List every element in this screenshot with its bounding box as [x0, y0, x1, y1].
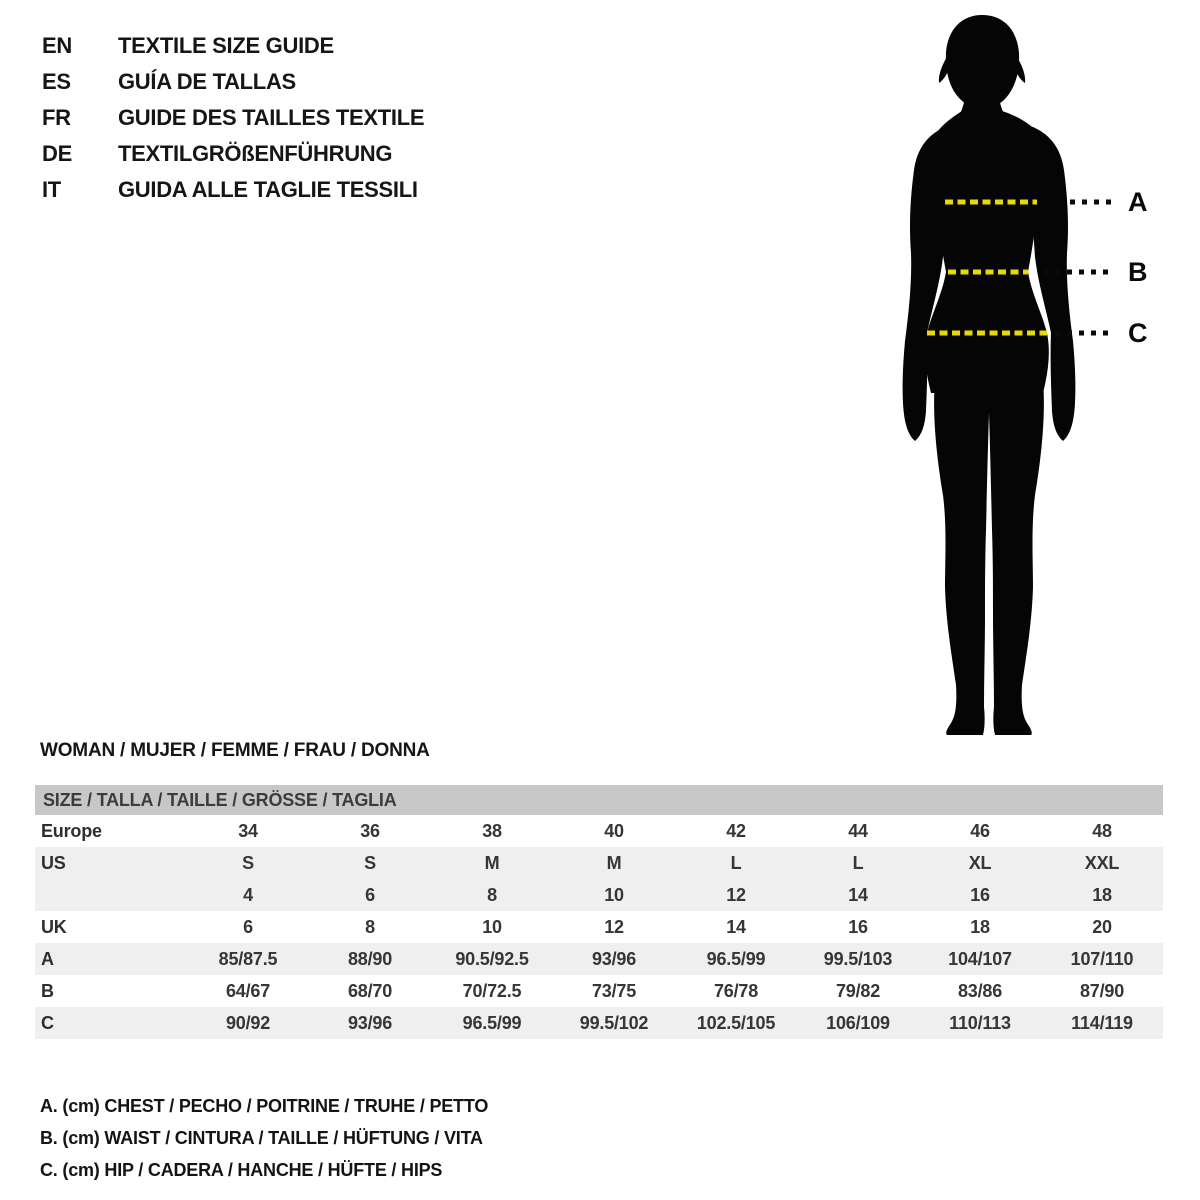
table-cell: S — [187, 847, 309, 879]
table-cell: 4 — [187, 879, 309, 911]
language-row-en — [42, 28, 424, 64]
table-cell: 96.5/99 — [675, 943, 797, 975]
table-cell: 68/70 — [347, 980, 393, 1001]
table-cell: 12 — [604, 916, 624, 937]
row-label: US — [35, 847, 187, 879]
table-cell: 34 — [238, 820, 258, 841]
table-cell: 73/75 — [591, 980, 637, 1001]
section-title-woman: WOMAN / MUJER / FEMME / FRAU / DONNA — [40, 740, 430, 761]
table-cell: 14 — [726, 916, 746, 937]
table-cell: M — [553, 847, 675, 879]
table-cell: 46 — [970, 820, 990, 841]
table-cell: 96.5/99 — [431, 1007, 553, 1039]
table-cell: 104/107 — [919, 943, 1041, 975]
table-cell: 36 — [360, 820, 380, 841]
table-row-chest-a — [35, 943, 1163, 975]
language-row-de — [42, 136, 424, 172]
table-cell: 93/96 — [309, 1007, 431, 1039]
row-label: A — [35, 943, 187, 975]
table-cell: S — [309, 847, 431, 879]
row-label: B — [41, 980, 54, 1001]
table-row-waist-b — [35, 975, 1163, 1007]
language-label: TEXTILE SIZE GUIDE — [118, 33, 334, 58]
table-cell: 6 — [243, 916, 253, 937]
chest-label: A — [1128, 187, 1148, 217]
table-cell: XL — [919, 847, 1041, 879]
waist-label: B — [1128, 257, 1148, 287]
table-cell: 48 — [1092, 820, 1112, 841]
size-table-banner-row — [35, 785, 1163, 815]
size-table-banner: SIZE / TALLA / TAILLE / GRÖSSE / TAGLIA — [35, 785, 1163, 815]
table-row-hip-c — [35, 1007, 1163, 1039]
row-label — [35, 879, 187, 911]
table-cell: 44 — [848, 820, 868, 841]
table-cell: 42 — [726, 820, 746, 841]
table-cell: 110/113 — [919, 1007, 1041, 1039]
table-row-us-letters — [35, 847, 1163, 879]
hip-label: C — [1128, 318, 1148, 348]
woman-silhouette-figure — [885, 15, 1175, 735]
table-cell: M — [431, 847, 553, 879]
table-cell: 20 — [1092, 916, 1112, 937]
table-cell: 87/90 — [1079, 980, 1125, 1001]
table-cell: 18 — [970, 916, 990, 937]
table-cell: 16 — [848, 916, 868, 937]
table-cell: 85/87.5 — [187, 943, 309, 975]
size-table — [35, 785, 1163, 1039]
silhouette-right-leg — [988, 381, 1044, 735]
table-cell: 10 — [482, 916, 502, 937]
table-cell: 18 — [1041, 879, 1163, 911]
table-cell: 102.5/105 — [675, 1007, 797, 1039]
table-cell: 40 — [604, 820, 624, 841]
language-label: GUÍA DE TALLAS — [118, 69, 296, 94]
table-cell: L — [675, 847, 797, 879]
table-cell: 114/119 — [1041, 1007, 1163, 1039]
language-row-es — [42, 64, 424, 100]
measurement-legend — [40, 1090, 488, 1186]
table-row-uk — [35, 911, 1163, 943]
woman-silhouette-svg — [885, 15, 1175, 735]
row-label: UK — [41, 916, 67, 937]
table-cell: 106/109 — [797, 1007, 919, 1039]
table-cell: 93/96 — [553, 943, 675, 975]
table-cell: 70/72.5 — [462, 980, 522, 1001]
table-cell: 99.5/103 — [797, 943, 919, 975]
table-cell: 88/90 — [309, 943, 431, 975]
table-cell: 8 — [365, 916, 375, 937]
legend-line-chest: A. (cm) CHEST / PECHO / POITRINE / TRUHE / PETTO — [40, 1096, 489, 1116]
language-title-list — [42, 28, 424, 208]
language-label: TEXTILGRÖßENFÜHRUNG — [118, 141, 393, 166]
table-cell: L — [797, 847, 919, 879]
table-cell: 79/82 — [835, 980, 881, 1001]
legend-line-waist: B. (cm) WAIST / CINTURA / TAILLE / HÜFTUNG / VITA — [40, 1128, 483, 1148]
language-label: GUIDA ALLE TAGLIE TESSILI — [118, 177, 418, 202]
table-cell: XXL — [1041, 847, 1163, 879]
table-cell: 38 — [482, 820, 502, 841]
language-row-it — [42, 172, 424, 208]
table-cell: 14 — [797, 879, 919, 911]
table-cell: 64/67 — [225, 980, 271, 1001]
table-cell: 107/110 — [1041, 943, 1163, 975]
table-cell: 83/86 — [957, 980, 1003, 1001]
language-code: DE — [42, 141, 72, 166]
table-cell: 90/92 — [187, 1007, 309, 1039]
table-row-europe — [35, 815, 1163, 847]
legend-line-hip: C. (cm) HIP / CADERA / HANCHE / HÜFTE / HIPS — [40, 1160, 443, 1180]
table-cell: 16 — [919, 879, 1041, 911]
language-code: ES — [42, 69, 71, 94]
table-cell: 76/78 — [713, 980, 759, 1001]
table-cell: 10 — [553, 879, 675, 911]
language-row-fr — [42, 100, 424, 136]
table-cell: 12 — [675, 879, 797, 911]
language-code: IT — [42, 177, 61, 202]
table-cell: 8 — [431, 879, 553, 911]
language-code: EN — [42, 33, 72, 58]
row-label: C — [35, 1007, 187, 1039]
woman-silhouette — [903, 15, 1076, 735]
table-row-us-numbers — [35, 879, 1163, 911]
row-label: Europe — [41, 820, 102, 841]
table-cell: 90.5/92.5 — [431, 943, 553, 975]
silhouette-left-leg — [934, 381, 990, 735]
language-label: GUIDE DES TAILLES TEXTILE — [118, 105, 425, 130]
table-cell: 6 — [309, 879, 431, 911]
language-code: FR — [42, 105, 71, 130]
table-cell: 99.5/102 — [553, 1007, 675, 1039]
